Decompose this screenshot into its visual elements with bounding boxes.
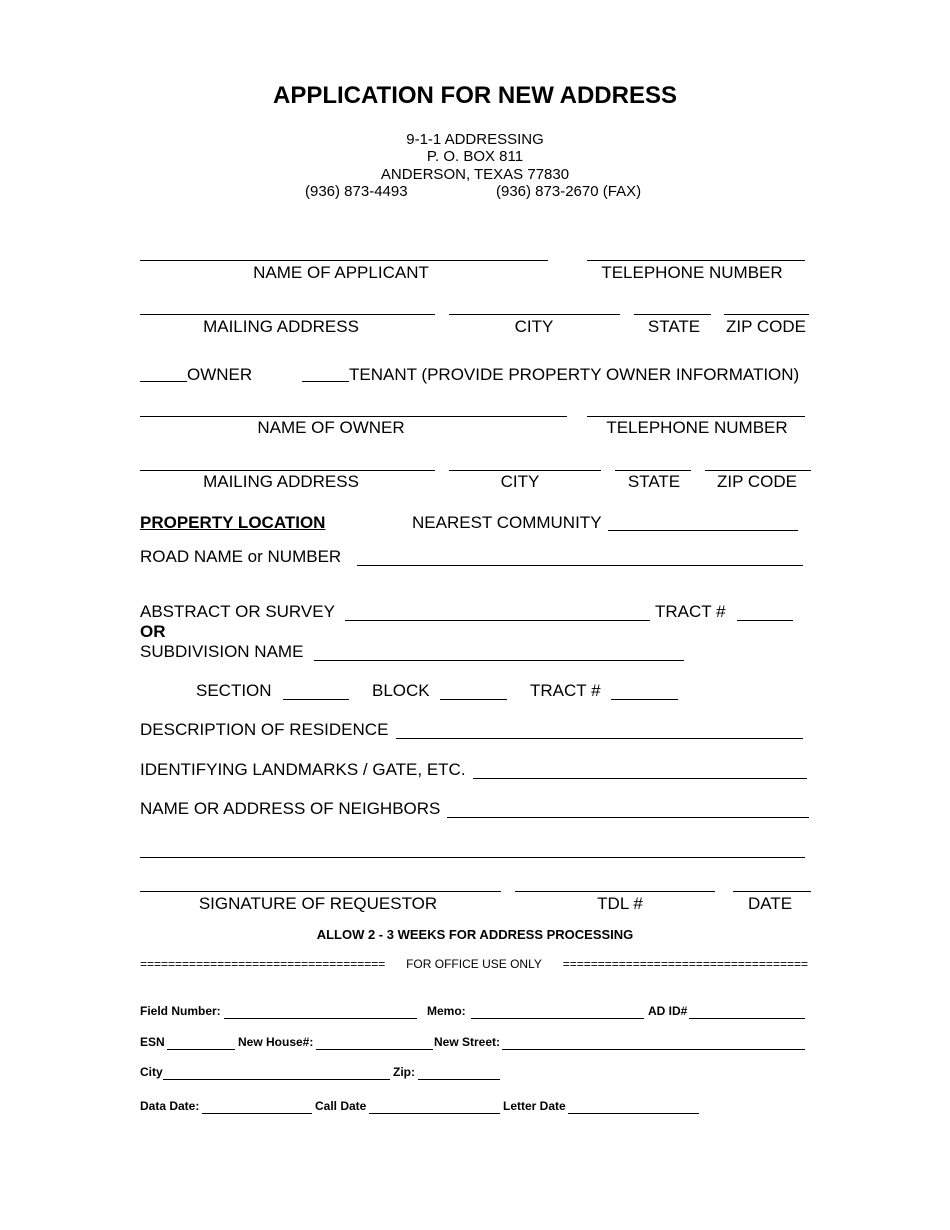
road-field[interactable] — [357, 565, 803, 566]
description-field[interactable] — [396, 738, 803, 739]
new-street-label: New Street: — [434, 1035, 501, 1049]
or-label: OR — [140, 622, 166, 641]
tract2-label: TRACT # — [530, 681, 601, 700]
date-field[interactable] — [733, 891, 811, 892]
neighbors-label: NAME OR ADDRESS OF NEIGHBORS — [140, 799, 441, 818]
nearest-community-field[interactable] — [608, 530, 798, 531]
tract-label: TRACT # — [655, 602, 726, 621]
tract2-field[interactable] — [611, 699, 678, 700]
page-title: APPLICATION FOR NEW ADDRESS — [272, 82, 678, 109]
new-house-label: New House#: — [238, 1035, 314, 1049]
owner-city-label: CITY — [500, 472, 540, 491]
processing-notice: ALLOW 2 - 3 WEEKS FOR ADDRESS PROCESSING — [316, 927, 634, 942]
divider-text: FOR OFFICE USE ONLY — [406, 957, 542, 971]
call-date-label: Call Date — [315, 1099, 367, 1113]
signature-field[interactable] — [140, 891, 501, 892]
office-city-label: City — [140, 1065, 163, 1079]
signature-label: SIGNATURE OF REQUESTOR — [198, 894, 438, 913]
letter-date-field[interactable] — [568, 1113, 699, 1114]
ad-id-field[interactable] — [689, 1018, 805, 1019]
letter-date-label: Letter Date — [503, 1099, 566, 1113]
applicant-zip-label: ZIP CODE — [726, 317, 806, 336]
office-zip-field[interactable] — [418, 1079, 500, 1080]
owner-zip-field[interactable] — [705, 470, 811, 471]
applicant-zip-field[interactable] — [724, 314, 809, 315]
abstract-label: ABSTRACT OR SURVEY — [140, 602, 335, 621]
tenant-option-label: TENANT (PROVIDE PROPERTY OWNER INFORMATION) — [349, 365, 800, 384]
new-house-field[interactable] — [316, 1049, 433, 1050]
applicant-phone-field[interactable] — [587, 260, 805, 261]
section-field[interactable] — [283, 699, 349, 700]
applicant-mailing-field[interactable] — [140, 314, 435, 315]
data-date-field[interactable] — [202, 1113, 312, 1114]
neighbors-field-extra[interactable] — [140, 857, 805, 858]
applicant-phone-label: TELEPHONE NUMBER — [601, 263, 783, 282]
office-city-field[interactable] — [163, 1079, 390, 1080]
subdivision-label: SUBDIVISION NAME — [140, 642, 304, 661]
owner-state-field[interactable] — [615, 470, 691, 471]
field-number-label: Field Number: — [140, 1004, 221, 1018]
owner-option-label: OWNER — [187, 365, 253, 384]
applicant-mailing-label: MAILING ADDRESS — [203, 317, 359, 336]
block-field[interactable] — [440, 699, 507, 700]
owner-zip-label: ZIP CODE — [717, 472, 797, 491]
tract-field[interactable] — [737, 620, 793, 621]
city-state-zip: ANDERSON, TEXAS 77830 — [380, 166, 570, 183]
abstract-field[interactable] — [345, 620, 650, 621]
block-label: BLOCK — [372, 681, 430, 700]
office-fax: (936) 873-2670 (FAX) — [496, 183, 642, 200]
section-label: SECTION — [196, 681, 272, 700]
tenant-checkbox-line[interactable] — [302, 381, 349, 382]
data-date-label: Data Date: — [140, 1099, 200, 1113]
memo-label: Memo: — [427, 1004, 466, 1018]
owner-mailing-field[interactable] — [140, 470, 435, 471]
office-zip-label: Zip: — [393, 1065, 415, 1079]
owner-mailing-label: MAILING ADDRESS — [203, 472, 359, 491]
divider-left: =================================== — [140, 957, 386, 971]
applicant-state-field[interactable] — [634, 314, 711, 315]
office-use-divider — [140, 957, 808, 971]
applicant-state-label: STATE — [647, 317, 701, 336]
tdl-label: TDL # — [597, 894, 643, 913]
date-label: DATE — [747, 894, 793, 913]
memo-field[interactable] — [471, 1018, 644, 1019]
org-name: 9-1-1 ADDRESSING — [406, 131, 544, 148]
owner-city-field[interactable] — [449, 470, 601, 471]
owner-phone-label: TELEPHONE NUMBER — [606, 418, 788, 437]
applicant-city-label: CITY — [514, 317, 554, 336]
divider-right: =================================== — [562, 957, 808, 971]
owner-phone-field[interactable] — [587, 416, 805, 417]
landmarks-field[interactable] — [473, 778, 807, 779]
owner-name-label: NAME OF OWNER — [257, 418, 405, 437]
owner-checkbox-line[interactable] — [140, 381, 187, 382]
applicant-name-label: NAME OF APPLICANT — [253, 263, 429, 282]
landmarks-label: IDENTIFYING LANDMARKS / GATE, ETC. — [140, 760, 466, 779]
call-date-field[interactable] — [369, 1113, 500, 1114]
neighbors-field[interactable] — [447, 817, 809, 818]
property-location-heading: PROPERTY LOCATION — [140, 513, 326, 532]
new-street-field[interactable] — [502, 1049, 805, 1050]
esn-field[interactable] — [167, 1049, 235, 1050]
applicant-name-field[interactable] — [140, 260, 548, 261]
description-label: DESCRIPTION OF RESIDENCE — [140, 720, 389, 739]
tdl-field[interactable] — [515, 891, 715, 892]
road-label: ROAD NAME or NUMBER — [140, 547, 342, 566]
nearest-community-label: NEAREST COMMUNITY — [412, 513, 602, 532]
applicant-city-field[interactable] — [449, 314, 620, 315]
owner-name-field[interactable] — [140, 416, 567, 417]
office-phone: (936) 873-4493 — [305, 183, 408, 200]
subdivision-field[interactable] — [314, 660, 684, 661]
owner-state-label: STATE — [627, 472, 681, 491]
ad-id-label: AD ID# — [648, 1004, 688, 1018]
esn-label: ESN — [140, 1035, 165, 1049]
po-box: P. O. BOX 811 — [426, 148, 524, 165]
field-number-field[interactable] — [224, 1018, 417, 1019]
